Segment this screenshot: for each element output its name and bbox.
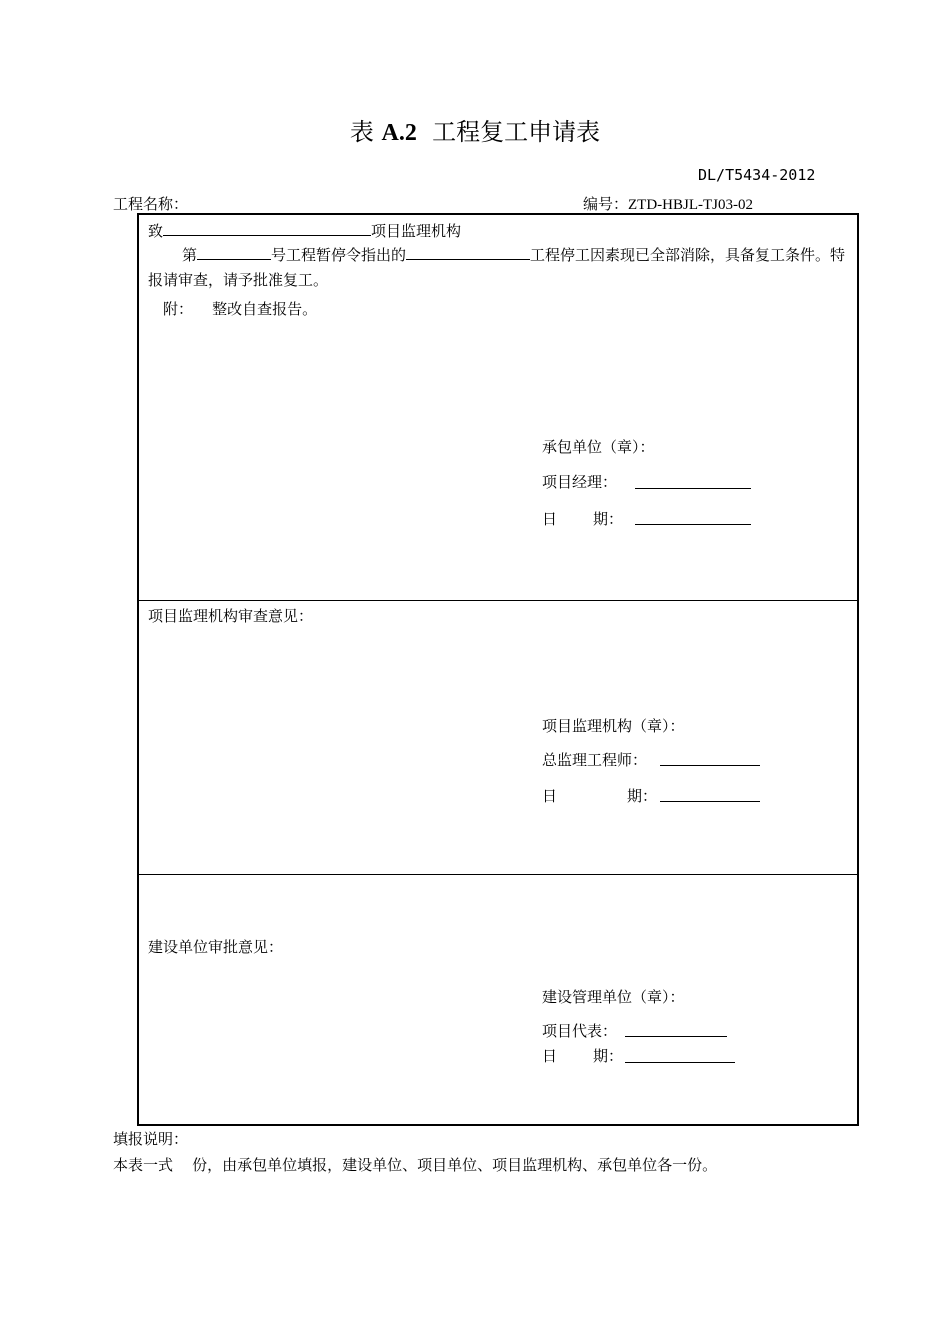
contractor-seal: 承包单位（章）： <box>542 438 655 456</box>
body-prefix: 第 <box>182 246 198 264</box>
attachment-line <box>163 299 317 319</box>
to-prefix: 致 <box>148 222 164 240</box>
date-line-1[interactable] <box>635 524 751 525</box>
title-code: A.2 <box>381 120 417 146</box>
date-line-2[interactable] <box>660 801 760 802</box>
project-rep-signature-line[interactable] <box>625 1036 727 1037</box>
body-mid: 号工程暂停令指出的 <box>271 246 407 264</box>
chief-engineer-label: 总监理工程师： <box>542 751 648 769</box>
standard-number: DL/T5434-2012 <box>698 166 816 184</box>
chief-engineer-signature-line[interactable] <box>660 765 760 766</box>
attach-label: 附： <box>163 300 194 318</box>
divider-1 <box>139 600 857 601</box>
project-rep-label: 项目代表： <box>542 1022 618 1040</box>
project-name-label: 工程名称： <box>113 195 189 213</box>
title-main: 工程复工申请表 <box>432 118 601 146</box>
date-label-3: 日 期： <box>542 1047 624 1065</box>
title-prefix: 表 <box>349 118 374 146</box>
page-title <box>0 112 950 147</box>
supervision-review-heading: 项目监理机构审查意见： <box>148 607 314 625</box>
request-paragraph <box>148 243 853 293</box>
recipient-blank[interactable] <box>163 221 371 236</box>
order-number-blank[interactable] <box>197 245 271 260</box>
work-name-blank[interactable] <box>406 245 530 260</box>
manager-signature-line[interactable] <box>635 488 751 489</box>
date-line-3[interactable] <box>625 1062 735 1063</box>
to-suffix: 项目监理机构 <box>371 222 462 240</box>
divider-2 <box>139 874 857 875</box>
form-table <box>137 213 859 1126</box>
owner-seal: 建设管理单位（章）： <box>542 988 685 1006</box>
supervision-seal: 项目监理机构（章）： <box>542 717 685 735</box>
manager-label: 项目经理： <box>542 473 618 491</box>
to-line <box>148 221 461 241</box>
serial-number <box>583 193 753 214</box>
date-label-1: 日 期： <box>542 510 624 528</box>
fill-instructions-title: 填报说明： <box>113 1130 189 1148</box>
serial-label: 编号： <box>583 195 629 213</box>
fill-instructions-text: 本表一式 份，由承包单位填报，建设单位、项目单位、项目监理机构、承包单位各一份。 <box>113 1156 718 1174</box>
date-label-2: 日 期： <box>542 787 658 805</box>
body-rest: 工程停工因素现已全部消除，具备复工条件。特报请审查，请予批准复工。 <box>148 246 846 289</box>
serial-value: ZTD-HBJL-TJ03-02 <box>628 197 753 213</box>
attach-value: 整改自查报告。 <box>212 300 318 318</box>
owner-approval-heading: 建设单位审批意见： <box>148 938 284 956</box>
